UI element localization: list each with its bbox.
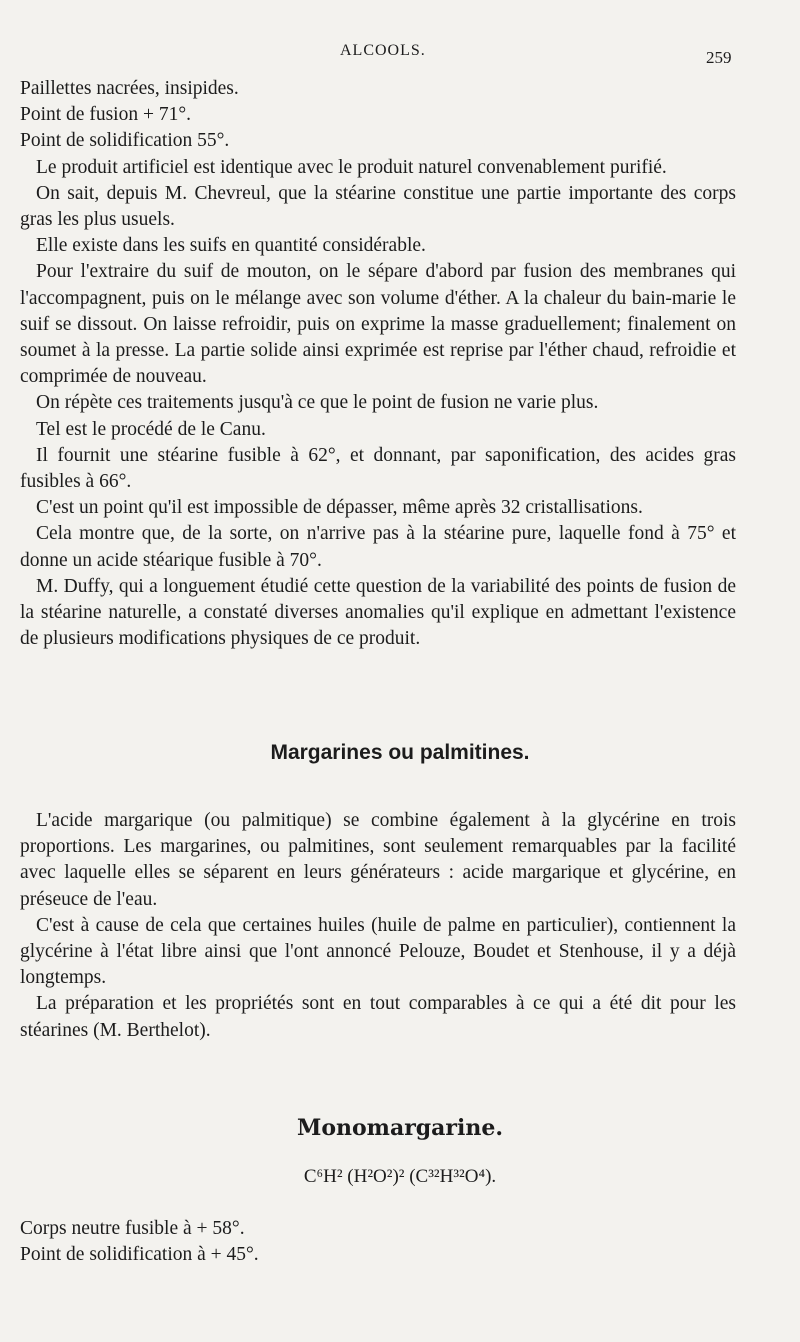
paragraph: Tel est le procédé de le Canu. <box>36 418 266 440</box>
paragraph: C'est un point qu'il est impossible de dépasser, même après 32 cristallisations. <box>36 497 643 519</box>
property-line: Paillettes nacrées, insipides. <box>20 78 239 99</box>
paragraph: La préparation et les propriétés sont en tout comparables à ce qui a été dit pour les stéarines (M. Berthelot). <box>20 993 736 1041</box>
paragraph: Pour l'extraire du suif de mouton, on le sépare d'abord par fusion des membranes qui l'accompagnent, puis on le mélange avec son volume d'éther. A la chaleur du bain-marie le suif se dissout. On laisse refroidir, puis on exprime la masse graduellement; finalement on soumet à la presse. La partie solide ainsi exprimée est reprise par l'éther chaud, refroidie et comprimée de nouveau. <box>20 261 736 388</box>
property-line: Point de solidification à + 45°. <box>20 1244 259 1266</box>
margarines-text <box>20 808 736 1044</box>
property-line: Point de fusion + 71°. <box>20 104 192 126</box>
paragraph: On répète ces traitements jusqu'à ce que le point de fusion ne varie plus. <box>36 392 599 414</box>
paragraph: Elle existe dans les suifs en quantité considérable. <box>36 235 426 257</box>
running-head <box>0 42 800 72</box>
section-heading-monomargarine: Monomargarine. <box>296 1115 504 1141</box>
stearine-text <box>20 76 736 652</box>
section-heading-margarines: Margarines ou palmitines. <box>270 741 530 764</box>
paragraph: Cela montre que, de la sorte, on n'arrive pas à la stéarine pure, laquelle fond à 75° et donne un acide stéarique fusible à 70°. <box>20 523 736 571</box>
paragraph: On sait, depuis M. Chevreul, que la stéarine constitue une partie importante des corps gras les plus usuels. <box>20 182 736 231</box>
paragraph: Le produit artificiel est identique avec le produit naturel convenablement purifié. <box>36 156 667 178</box>
property-line: Corps neutre fusible à + 58°. <box>20 1218 245 1239</box>
monomargarine-properties <box>20 1216 736 1268</box>
paragraph: M. Duffy, qui a longuement étudié cette question de la variabilité des points de fusion de la stéarine naturelle, a constaté diverses anomalies qu'il explique en admettant l'existence de plusieurs modifications physiques de ce produit. <box>20 575 736 650</box>
paragraph: L'acide margarique (ou palmitique) se combine également à la glycérine en trois proportions. Les margarines, ou palmitines, sont seulement remarquables par la facilité avec laquelle elles se séparent en leurs générateurs : acide margarique et glycérine, en préseuce de l'eau. <box>20 810 736 910</box>
page-number: 259 <box>706 48 732 67</box>
chemical-formula: C⁶H² (H²O²)² (C³²H³²O⁴). <box>303 1166 497 1187</box>
running-title: ALCOOLS. <box>340 42 426 59</box>
paragraph: Il fournit une stéarine fusible à 62°, et donnant, par saponification, des acides gras fusibles à 66°. <box>20 444 736 493</box>
property-line: Point de solidification 55°. <box>20 130 230 152</box>
paragraph: C'est à cause de cela que certaines huiles (huile de palme en particulier), contiennent la glycérine à l'état libre ainsi que l'ont annoncé Pelouze, Boudet et Stenhouse, il y a déjà longtemps. <box>20 914 736 989</box>
